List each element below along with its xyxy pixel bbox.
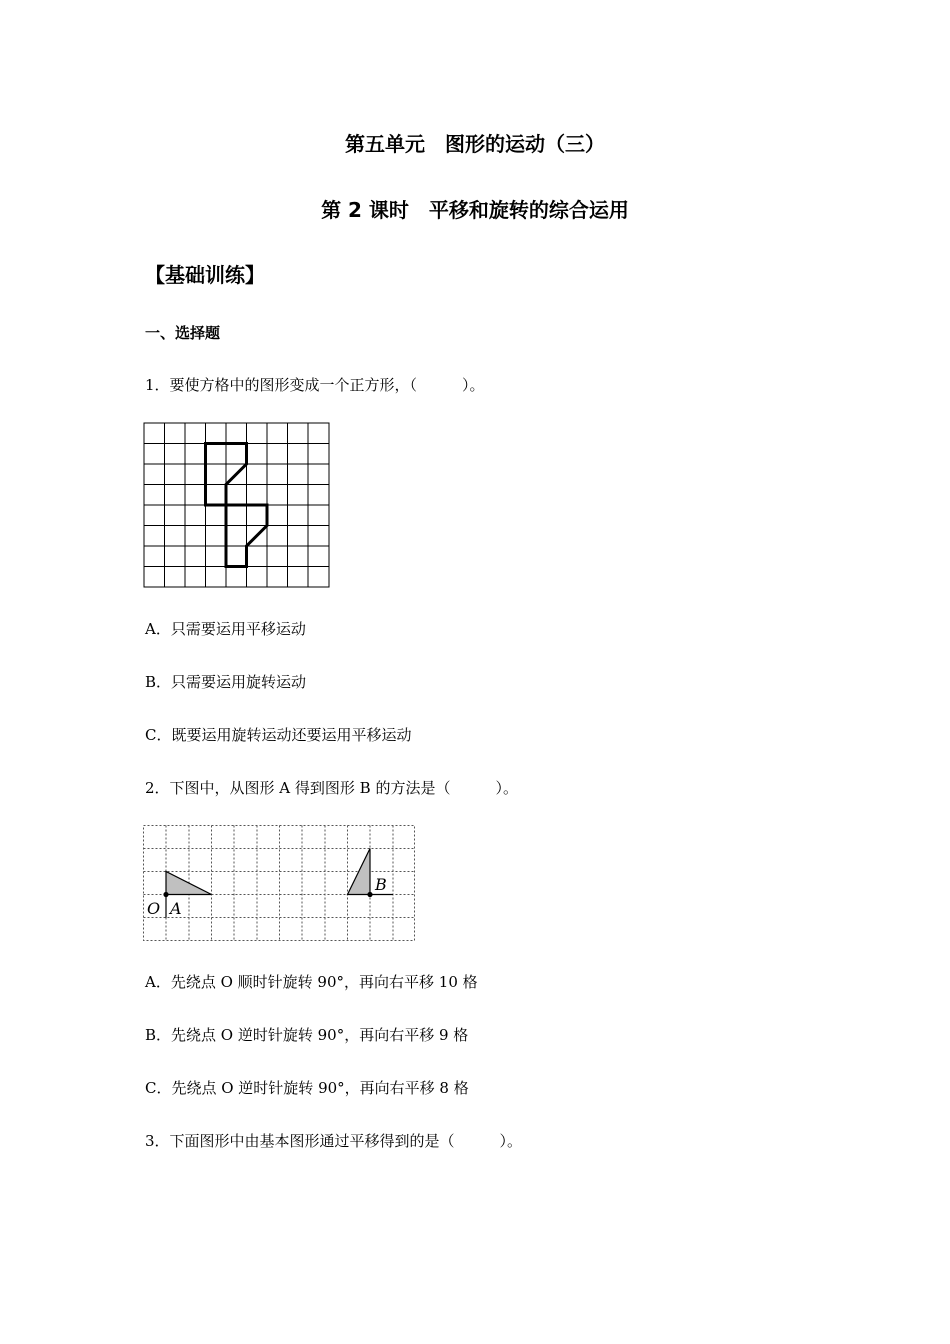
point-b-vertex: [367, 892, 372, 897]
question-2-grid-figure: [142, 824, 418, 944]
section-title: 【基础训练】: [145, 263, 265, 287]
question-3-stem: 3．下面图形中由基本图形通过平移得到的是（ ）。: [145, 1132, 523, 1150]
question-2-stem: 2．下图中，从图形 A 得到图形 B 的方法是（ ）。: [145, 779, 518, 797]
question-2-option-b: B．先绕点 O 逆时针旋转 90°，再向右平移 9 格: [145, 1026, 469, 1044]
question-1-grid-figure: [143, 422, 333, 590]
label-o: O: [147, 899, 161, 918]
subsection-title: 一、选择题: [145, 324, 221, 342]
label-a: A: [170, 899, 182, 918]
lesson-title: 第 2 课时 平移和旋转的综合运用: [321, 198, 629, 222]
triangle-b: [348, 849, 371, 895]
label-b: B: [375, 875, 387, 894]
question-2-option-a: A．先绕点 O 顺时针旋转 90°，再向右平移 10 格: [145, 973, 478, 991]
question-1-stem: 1．要使方格中的图形变成一个正方形，（ ）。: [145, 376, 485, 394]
question-1-option-c: C．既要运用旋转运动还要运用平移运动: [145, 726, 412, 744]
question-1-option-a: A．只需要运用平移运动: [145, 620, 306, 638]
point-o: [163, 892, 168, 897]
unit-title: 第五单元 图形的运动（三）: [345, 132, 605, 156]
question-2-option-c: C．先绕点 O 逆时针旋转 90°，再向右平移 8 格: [145, 1079, 469, 1097]
question-1-option-b: B．只需要运用旋转运动: [145, 673, 307, 691]
